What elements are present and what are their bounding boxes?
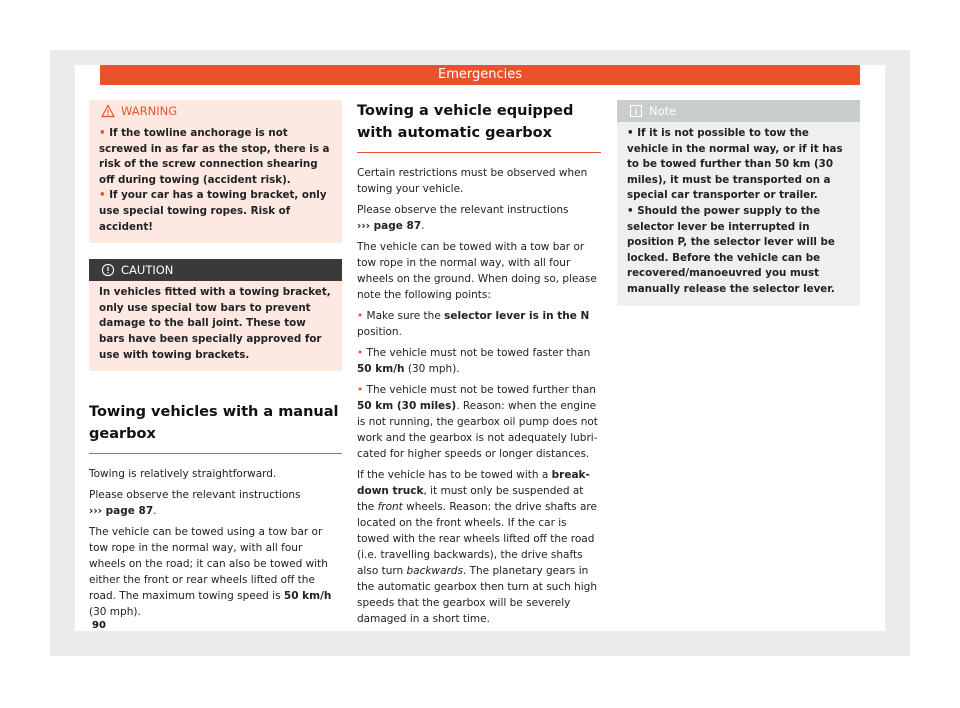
info-circle-icon [101, 263, 115, 277]
auto-p3: The vehicle can be towed with a tow bar or tow rope in the normal way, with all four wheels on the ground. When doing so, please note the following points: [357, 241, 597, 301]
manual-p2: Please observe the relevant instructions ››› page 87. [89, 489, 301, 518]
warning-header [89, 100, 342, 122]
auto-bullet-1: • Make sure the selector lever is in the N position. [357, 310, 590, 338]
warning-label: WARNING [121, 104, 178, 118]
column-right [617, 100, 860, 306]
caution-text: In vehicles fitted with a towing bracket, only use special tow bars to prevent damage to the ball joint. These tow bars have been specially approved for use with towing brackets. [99, 286, 331, 361]
page-number: 90 [92, 620, 106, 631]
note-item: • Should the power supply to the selector lever be interrupted in position P, the selector lever will be locked. Before the vehicle can be recovered/manoeuvred you must manually release the selector lever. [627, 204, 835, 295]
manual-p3: The vehicle can be towed using a tow bar or tow rope in the normal way, with all four wheels on the road; it can also be towed with either the front or rear wheels lifted off the road. The maximum towing speed is 50 km/h (30 mph). [89, 526, 332, 619]
manual-section [89, 401, 342, 620]
column-left [89, 100, 342, 625]
warning-item: • If the towline anchorage is not screwed in as far as the stop, there is a risk of the screw connection shearing off during towing (accident risk). [99, 127, 330, 186]
caution-header [89, 259, 342, 281]
auto-p2: Please observe the relevant instructions ››› page 87. [357, 204, 569, 232]
info-icon [629, 104, 643, 118]
manual-page-ref[interactable]: ››› page 87 [89, 505, 154, 518]
note-label: Note [649, 104, 677, 118]
caution-label: CAUTION [121, 263, 174, 278]
warning-item: • If your car has a towing bracket, only use special towing ropes. Risk of accident! [99, 189, 327, 233]
note-box [617, 100, 860, 306]
caution-box [89, 259, 342, 371]
warning-triangle-icon [101, 104, 115, 118]
auto-heading: Towing a vehicle equipped with automatic gearbox [357, 103, 574, 141]
warning-box [89, 100, 342, 243]
auto-bullet-3: • The vehicle must not be towed further than 50 km (30 miles). Reason: when the engine is not running, the gearbox oil pump does not work and the gearbox is not adequately lubricated for higher speeds or longer distances. [357, 384, 598, 460]
manual-p1: Towing is relatively straightforward. [89, 468, 277, 481]
chapter-header: Emergencies [100, 65, 860, 85]
auto-bullet-2: • The vehicle must not be towed faster than 50 km/h (30 mph). [357, 347, 591, 375]
auto-p1: Certain restrictions must be observed when towing your vehicle. [357, 167, 588, 195]
manual-heading: Towing vehicles with a manual gearbox [89, 404, 339, 443]
note-header [617, 100, 860, 122]
auto-p4: If the vehicle has to be towed with a breakdown truck, it must only be suspended at the front wheels. Reason: the drive shafts are located on the front wheels. If the car is towed with the rear wheels lifted off the road (i.e. travelling backwards), the drive shafts also turn backwards. The planetary gears in the automatic gearbox then turn at such high speeds that the gearbox will be severely damaged in a short time. [357, 469, 597, 625]
column-middle [357, 100, 601, 632]
auto-page-ref[interactable]: ››› page 87 [357, 220, 422, 232]
note-item: • If it is not possible to tow the vehicle in the normal way, or if it has to be towed further than 50 km (30 miles), it must be transported on a special car transporter or trailer. [627, 127, 843, 202]
